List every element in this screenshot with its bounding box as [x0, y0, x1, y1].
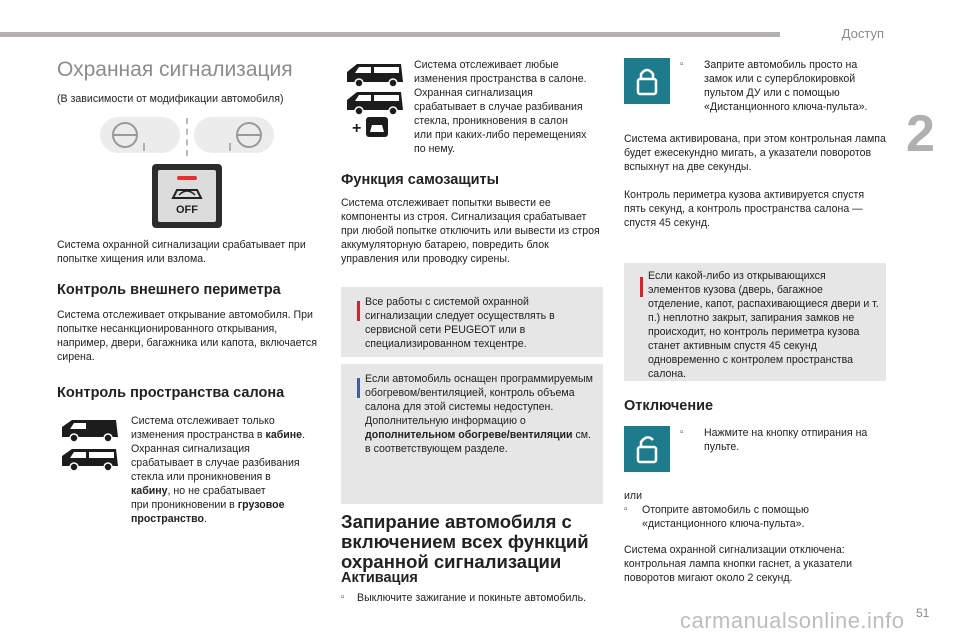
padlock-open-icon	[635, 434, 659, 464]
unlock-step-alt-text: Отоприте автомобиль с помощью «дистанционного ключа-пульта».	[642, 504, 809, 530]
exclamation-icon	[640, 277, 643, 297]
intro-text: Система охранной сигнализации срабатывает при попытке хищения или взлома.	[57, 239, 306, 265]
info-note-text: Если автомобиль оснащен программируемым обогревом/вентиляцией, контроль объема салона для этой системы недоступен. Дополнительную информацию о дополнительном обогреве/вентиляции см. в соответствующем разделе.	[365, 373, 593, 455]
unlock-button-illustration	[624, 426, 670, 472]
section-label: Доступ	[841, 26, 884, 41]
svg-text:+: +	[352, 120, 362, 137]
armed-text: Система активирована, при этом контрольная лампа будет ежесекундно мигать, а указатели поворотов вспыхнут на две секунды.	[624, 133, 886, 173]
dashboard-right-illustration	[194, 117, 274, 153]
exclamation-icon	[357, 301, 360, 321]
deactivation-text: Система охранной сигнализации отключена: контрольная лампа кнопки гаснет, а указатели поворотов мигают около 2 секунд.	[624, 544, 852, 584]
info-icon	[357, 378, 360, 398]
warning-note-text: Все работы с системой охранной сигнализации следует осуществлять в сервисной сети PEUGEOT или в специализированном техцентре.	[365, 296, 555, 350]
or-text: или	[624, 490, 643, 502]
page-title: Охранная сигнализация	[57, 58, 293, 81]
heading-activation: Активация	[341, 570, 418, 586]
steering-wheel-icon	[194, 117, 274, 153]
interior-full-text: Система отслеживает любые изменения пространства в салоне. Охранная сигнализация срабатывает в случае разбивания стекла, проникновения в салон или при каких-либо перемещениях по нему.	[414, 59, 587, 155]
heading-interior: Контроль пространства салона	[57, 385, 285, 401]
van-cargo-icon	[58, 446, 122, 472]
right-warning-text: Если какой-либо из открывающихся элементов кузова (дверь, багажное отделение, капот, распахивающиеся двери и т. п.) неплотно закрыт, запирания замков не происходит, но контроль периметра кузова станет активным спустя 45 секунд одновременно с контролем пространства салона.	[648, 270, 879, 380]
car-alarm-icon	[171, 184, 203, 202]
square-bullet-icon: ▫	[624, 504, 628, 515]
info-note	[341, 364, 603, 504]
right-warning-note	[624, 263, 886, 381]
subtitle: (В зависимости от модификации автомобиля)	[57, 93, 284, 105]
self-protection-text: Система отслеживает попытки вывести ее компоненты из строя. Сигнализация срабатывает при любой попытке отключить или вывести из строя аккумуляторную батарею, повредить блок управления или проводку сирены.	[341, 197, 600, 265]
lock-step	[680, 58, 885, 114]
activation-step-text: Выключите зажигание и покиньте автомобиль.	[357, 592, 587, 604]
button-face	[158, 170, 216, 222]
plus-car-alarm-icon	[352, 116, 392, 138]
heading-self-protection: Функция самозащиты	[341, 172, 499, 188]
lock-step-text: Заприте автомобиль просто на замок или с суперблокировкой пультом ДУ или с помощью «Дистанционного ключа-пульта».	[704, 59, 868, 113]
interior-text: Система отслеживает только изменения пространства в кабине. Охранная сигнализация срабатывает в случае разбивания стекла или проникновения в кабину, но не срабатывает при проникновении в грузовое пространство.	[131, 415, 306, 525]
warning-note	[341, 287, 603, 357]
page-number: 51	[916, 606, 930, 620]
exterior-text: Система отслеживает открывание автомобиля. При попытке несанкционированного открывания, например, двери, багажника или капота, включается сирена.	[57, 309, 317, 363]
dashboard-left-illustration	[100, 117, 180, 153]
van-cabin-icon	[58, 417, 122, 443]
divider	[186, 118, 190, 156]
unlock-step-text: Нажмите на кнопку отпирания на пульте.	[704, 427, 868, 453]
square-bullet-icon: ▫	[680, 59, 684, 70]
unlock-step	[680, 426, 885, 454]
unlock-step-alt	[624, 503, 886, 531]
watermark: carmanualsonline.info	[680, 608, 905, 633]
header-bar	[0, 32, 780, 37]
off-label: OFF	[176, 204, 198, 216]
van-interior-icon	[343, 60, 407, 88]
heading-deactivation: Отключение	[624, 398, 714, 414]
lock-button-illustration	[624, 58, 670, 104]
padlock-closed-icon	[635, 66, 659, 96]
chapter-number: 2	[906, 105, 935, 163]
heading-locking: Запирание автомобиля с включением всех функций охранной сигнализации	[341, 511, 589, 572]
square-bullet-icon: ▫	[680, 427, 684, 438]
van-full-icon	[343, 88, 407, 116]
heading-exterior: Контроль внешнего периметра	[57, 282, 281, 298]
steering-wheel-icon	[100, 117, 180, 153]
alarm-button-illustration	[152, 164, 222, 228]
delay-text: Контроль периметра кузова активируется спустя пять секунд, а контроль пространства салона — спустя 45 секунд.	[624, 189, 865, 229]
activation-step	[341, 591, 603, 605]
warning-lamp	[177, 176, 197, 180]
square-bullet-icon: ▫	[341, 592, 345, 603]
